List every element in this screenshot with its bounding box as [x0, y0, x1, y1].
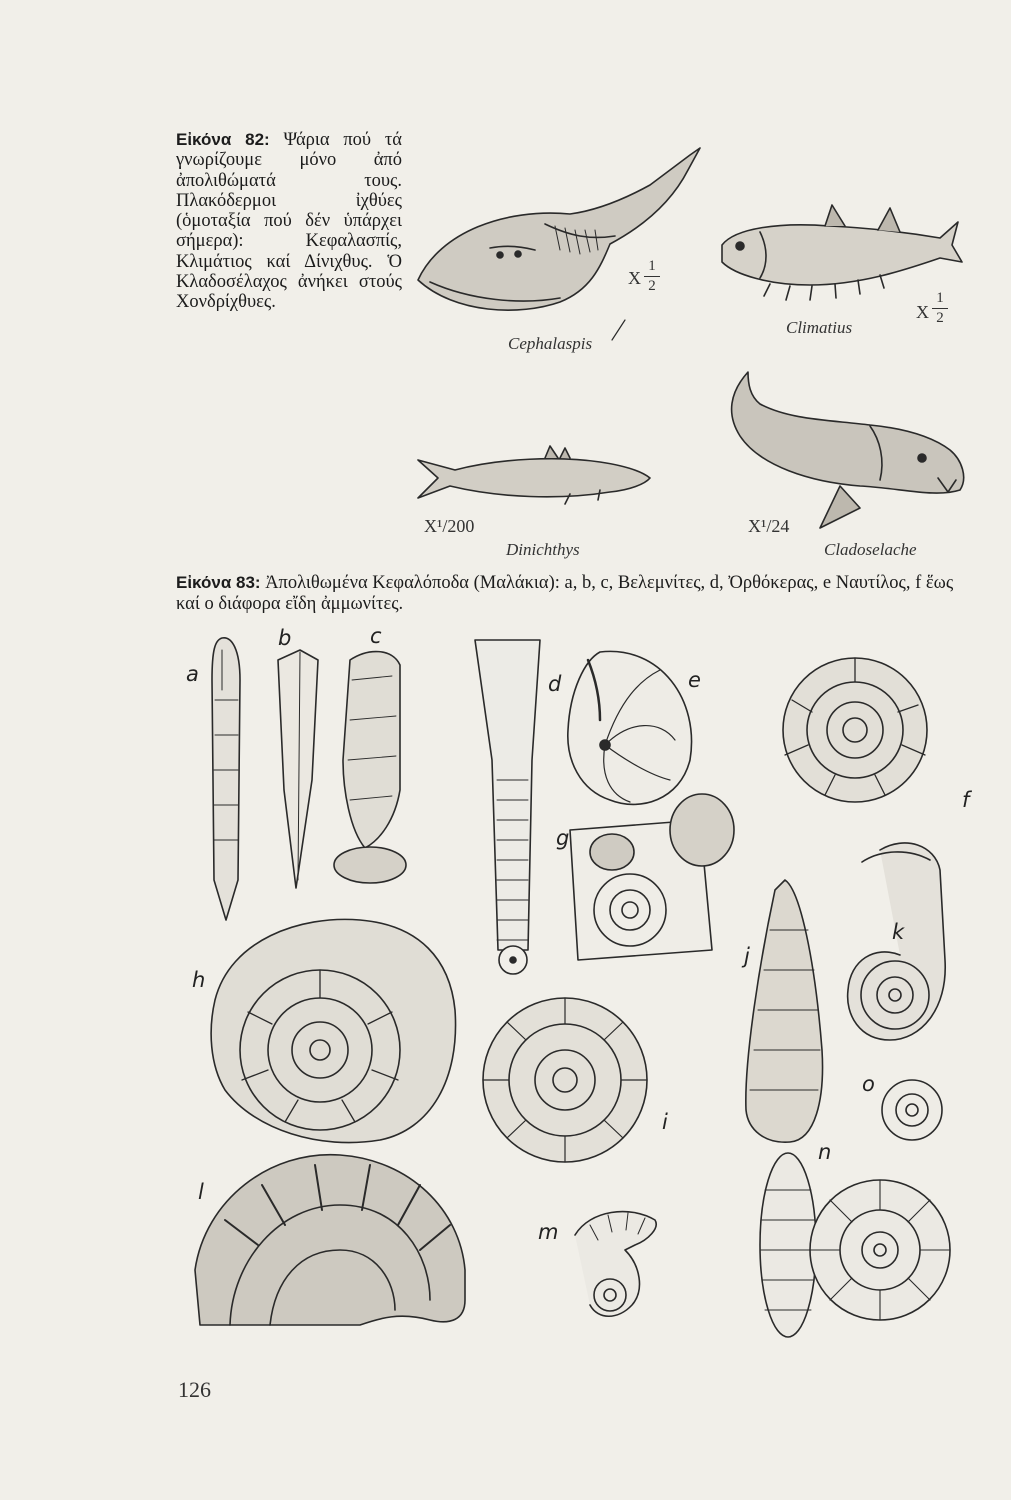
fossil-label-g: g — [556, 826, 570, 850]
dinichthys-name: Dinichthys — [506, 540, 580, 559]
turrilites-j-drawing — [746, 880, 823, 1142]
climatius-name: Climatius — [786, 318, 853, 337]
dinichthys-scale: X¹/200 — [424, 516, 475, 536]
figure-83-caption — [176, 572, 976, 615]
ammonite-h-drawing — [211, 919, 455, 1142]
cephalaspis-drawing — [418, 148, 700, 340]
figure-82-text: Ψάρια πού τά γνωρίζουμε μόνο ἀπό ἀπολιθώματά τους. Πλακόδερμοι ἰχθύες (ὁμοταξία πού δέν ὑπάρχει σήμερα): Κεφαλασπίς, Κλιμάτιος καί Δίνιχθυς. Ὁ Κλαδοσέλαχος ἀνήκει στούς Χονδρίχθυες. — [176, 130, 402, 313]
fossil-label-i: i — [662, 1110, 668, 1134]
figure-82-label: Εἰκόνα 82: — [176, 130, 270, 149]
fossil-label-j: j — [744, 944, 750, 968]
fossil-label-h: h — [192, 968, 206, 992]
fossil-label-a: a — [186, 662, 199, 686]
fossil-label-f: f — [962, 788, 970, 812]
ammonite-o-drawing — [882, 1080, 942, 1140]
figure-83-text: Ἀπολιθωμένα Κεφαλόποδα (Μαλάκια): a, b, c, Βελεμνίτες, d, Ὀρθόκερας, e Ναυτίλος, f ἕως καί o διάφορα εἴδη ἀμμωνίτες. — [176, 573, 954, 614]
ammonite-i-drawing — [483, 998, 647, 1162]
cephalaspis-scale-fraction — [644, 258, 660, 295]
fossil-label-m: m — [538, 1220, 559, 1244]
orthoceras-d-drawing — [475, 640, 540, 974]
climatius-drawing — [722, 205, 962, 300]
ammonite-g-drawing — [570, 794, 734, 960]
cephalaspis-scale-denominator: 2 — [648, 278, 656, 294]
cephalaspis-scale-x: X — [628, 268, 641, 288]
fossil-label-b: b — [278, 626, 292, 650]
belemnite-a-drawing — [212, 638, 240, 920]
page-number: 126 — [178, 1377, 211, 1402]
fossil-label-c: c — [370, 624, 382, 648]
belemnite-c-drawing — [334, 652, 406, 883]
belemnite-b-drawing — [278, 650, 318, 888]
nautilus-e-drawing — [568, 651, 692, 804]
cladoselache-drawing — [732, 372, 964, 528]
climatius-scale-numerator: 1 — [936, 290, 944, 306]
fossil-label-n: n — [818, 1140, 832, 1164]
climatius-scale-fraction — [932, 290, 948, 327]
fossil-label-l: l — [198, 1180, 204, 1204]
ammonite-l-drawing — [195, 1155, 465, 1325]
ammonite-m-drawing — [575, 1212, 656, 1317]
figure-83-label: Εἰκόνα 83: — [176, 573, 261, 592]
fossil-label-k: k — [892, 920, 905, 944]
cladoselache-name: Cladoselache — [824, 540, 917, 559]
ammonite-f-drawing — [783, 658, 927, 802]
fossil-label-o: o — [862, 1072, 875, 1096]
climatius-scale-x: X — [916, 302, 929, 322]
dinichthys-drawing — [418, 446, 650, 504]
cephalaspis-scale-numerator: 1 — [648, 258, 656, 274]
ammonite-n-drawing — [760, 1153, 950, 1337]
cladoselache-scale: X¹/24 — [748, 516, 790, 536]
climatius-scale-denominator: 2 — [936, 310, 944, 326]
fossil-label-d: d — [548, 672, 562, 696]
cephalaspis-name: Cephalaspis — [508, 334, 593, 353]
fossil-label-e: e — [688, 668, 701, 692]
